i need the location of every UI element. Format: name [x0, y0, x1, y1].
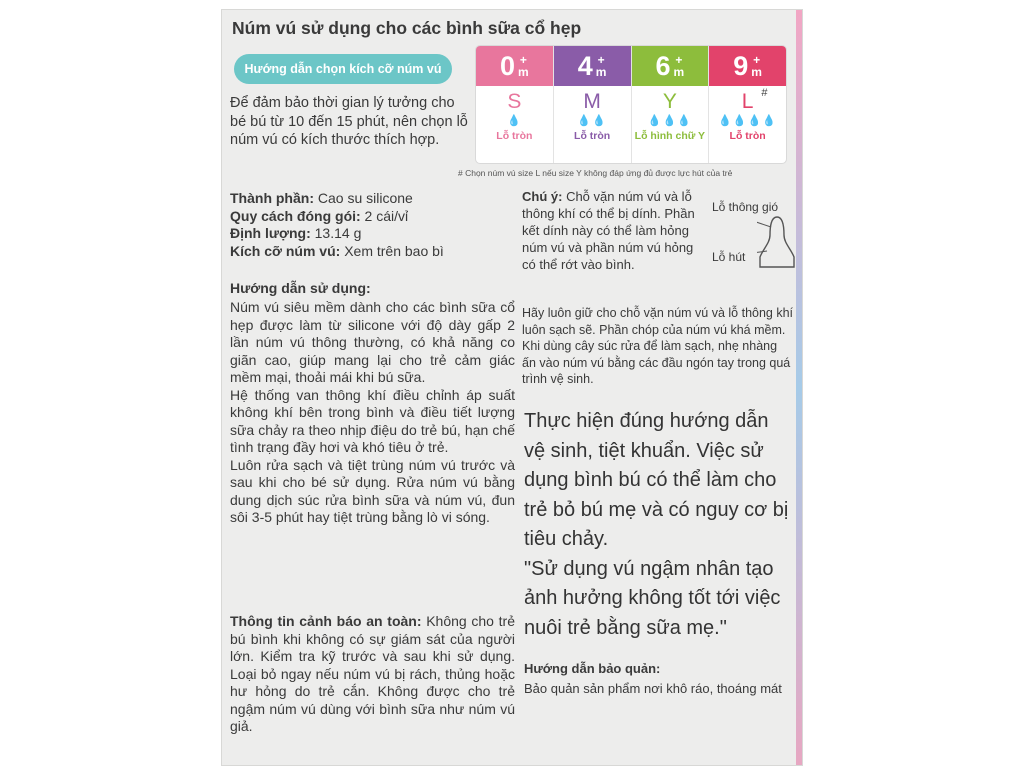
storage-heading: Hướng dẫn bảo quản:: [524, 661, 661, 676]
size-guide-pill: Hướng dẫn chọn kích cỡ núm vú: [234, 54, 452, 84]
drop-icon: 💧💧💧: [647, 115, 692, 127]
size-letter-text: Y: [662, 90, 677, 113]
product-label-card: [222, 10, 802, 765]
size-letter: [583, 90, 601, 114]
size-column: [476, 46, 554, 163]
usage-paragraph: Hệ thống van thông khí điều chỉnh áp suất không khí bên trong bình và điều tiết lượng sữa chảy ra theo nhịp điệu do trẻ bú, hạn chế tình trạng đầy hơi và khó tiêu ở trẻ.: [230, 386, 515, 455]
drop-icon: 💧: [507, 115, 522, 127]
spec-list: [230, 190, 530, 260]
hole-type-label: Lỗ tròn: [729, 130, 766, 142]
age-badge: [632, 46, 709, 86]
storage-text: Bảo quản sản phẩm nơi khô ráo, thoáng mát: [524, 681, 782, 696]
spec-label: Định lượng:: [230, 225, 311, 241]
caution-text: [522, 188, 702, 273]
drop-icon: 💧💧💧💧: [718, 115, 778, 127]
safety-text: [230, 613, 515, 736]
spec-label: Quy cách đóng gói:: [230, 207, 361, 224]
safety-body: Không cho trẻ bú bình khi không có sự giám sát của người lớn. Kiểm tra kỹ trước và sau khi sử dụng. Loại bỏ ngay nếu núm vú bị rách, thủng hoặc hư hỏng do trẻ cắn. Không được cho trẻ ngậm núm vú dùng với bình sữa như núm vú giả.: [230, 613, 515, 734]
hole-type-label: Lỗ tròn: [496, 130, 533, 142]
plus-sign: +: [597, 53, 605, 67]
intro-text: Để đảm bảo thời gian lý tưởng cho bé bú từ 10 đến 15 phút, nên chọn lỗ núm vú có kích thước thích hợp.: [230, 95, 468, 148]
size-letter: [741, 87, 768, 114]
safety-label: Thông tin cảnh báo an toàn:: [230, 613, 422, 629]
hole-type-label: Lỗ hình chữ Y: [634, 130, 706, 142]
age-badge: [554, 46, 631, 86]
age-badge: [476, 46, 553, 86]
warning-quote: "Sử dụng vú ngậm nhân tạo ảnh hưởng không tốt tới việc nuôi trẻ bằng sữa mẹ.": [524, 557, 781, 639]
age-unit: m: [751, 65, 762, 79]
usage-paragraph: Núm vú siêu mềm dành cho các bình sữa cổ hẹp được làm từ silicone với độ dày gấp 2 lần núm vú thông thường, có khả năng co giãn cao, giúp mang lại cho trẻ cảm giác mềm mại, thoải mái khi bú sữa.: [230, 299, 515, 385]
warning-text: [524, 407, 792, 643]
usage-paragraph: Luôn rửa sạch và tiệt trùng núm vú trước và sau khi cho bé sử dụng. Rửa núm vú bằng dung dịch súc rửa bình sữa và núm vú, đun sôi 3-5 phút hay tiệt trùng bằng lò vi sóng.: [230, 456, 515, 525]
spec-row: [230, 225, 530, 243]
drop-icon: 💧💧: [577, 115, 607, 127]
age-number: 9: [733, 50, 749, 81]
size-column: [709, 46, 786, 163]
size-note: # Chọn núm vú size L nếu size Y không đáp ứng đủ được lực hút của trẻ: [458, 168, 733, 178]
age-number: 0: [500, 50, 516, 81]
spec-value: 2 cái/vỉ: [360, 207, 409, 224]
spec-row: [230, 208, 530, 226]
age-badge: [709, 46, 786, 86]
spec-label: Kích cỡ núm vú:: [230, 242, 341, 259]
hole-type-label: Lỗ tròn: [574, 130, 611, 142]
size-column: [632, 46, 710, 163]
page-title: Núm vú sử dụng cho các bình sữa cổ hẹp: [232, 18, 582, 38]
size-column: [554, 46, 632, 163]
spec-value: Xem trên bao bì: [340, 242, 444, 259]
suction-label: Lỗ hút: [712, 250, 746, 264]
age-unit: m: [518, 65, 529, 79]
size-letter-text: S: [507, 90, 522, 113]
nipple-diagram-icon: [757, 213, 797, 269]
plus-sign: +: [519, 53, 527, 67]
plus-sign: +: [675, 53, 683, 67]
cleaning-text: Hãy luôn giữ cho chỗ vặn núm vú và lỗ thông khí luôn sạch sẽ. Phần chóp của núm vú khá mềm. Khi dùng cây súc rửa để làm sạch, nhẹ nhàng ấn vào núm vú bằng các đầu ngón tay trong quá trình vệ sinh.: [522, 306, 794, 386]
age-unit: m: [595, 65, 607, 79]
usage-text: [230, 299, 515, 527]
size-letter: [507, 90, 521, 114]
plus-sign: +: [753, 53, 761, 67]
spec-label: Thành phần:: [230, 190, 314, 206]
age-number: 4: [577, 50, 593, 81]
spec-row: [230, 243, 530, 261]
size-letter-text: M: [583, 90, 601, 113]
spec-value: Cao su silicone: [314, 190, 413, 206]
vent-label: Lỗ thông gió: [712, 200, 779, 214]
age-number: 6: [655, 50, 671, 81]
usage-heading: Hướng dẫn sử dụng:: [230, 280, 371, 296]
size-mark: #: [761, 87, 768, 99]
warning-paragraph: Thực hiện đúng hướng dẫn vệ sinh, tiệt khuẩn. Việc sử dụng bình bú có thể làm cho trẻ bỏ bú mẹ và có nguy cơ bị tiêu chảy.: [524, 410, 789, 550]
decorative-edge: [796, 10, 802, 765]
spec-row: [230, 190, 530, 208]
size-chart: [476, 46, 786, 163]
age-unit: m: [673, 65, 685, 79]
caution-body: Chỗ vặn núm vú và lỗ thông khí có thể bị dính. Phần kết dính này có thể làm hỏng núm vú và phần núm vú hỏng có thể rớt vào bình.: [522, 189, 695, 272]
size-letter: [663, 90, 677, 114]
size-letter-text: L: [741, 90, 754, 113]
caution-label: Chú ý:: [522, 189, 563, 204]
spec-value: 13.14 g: [310, 225, 362, 241]
